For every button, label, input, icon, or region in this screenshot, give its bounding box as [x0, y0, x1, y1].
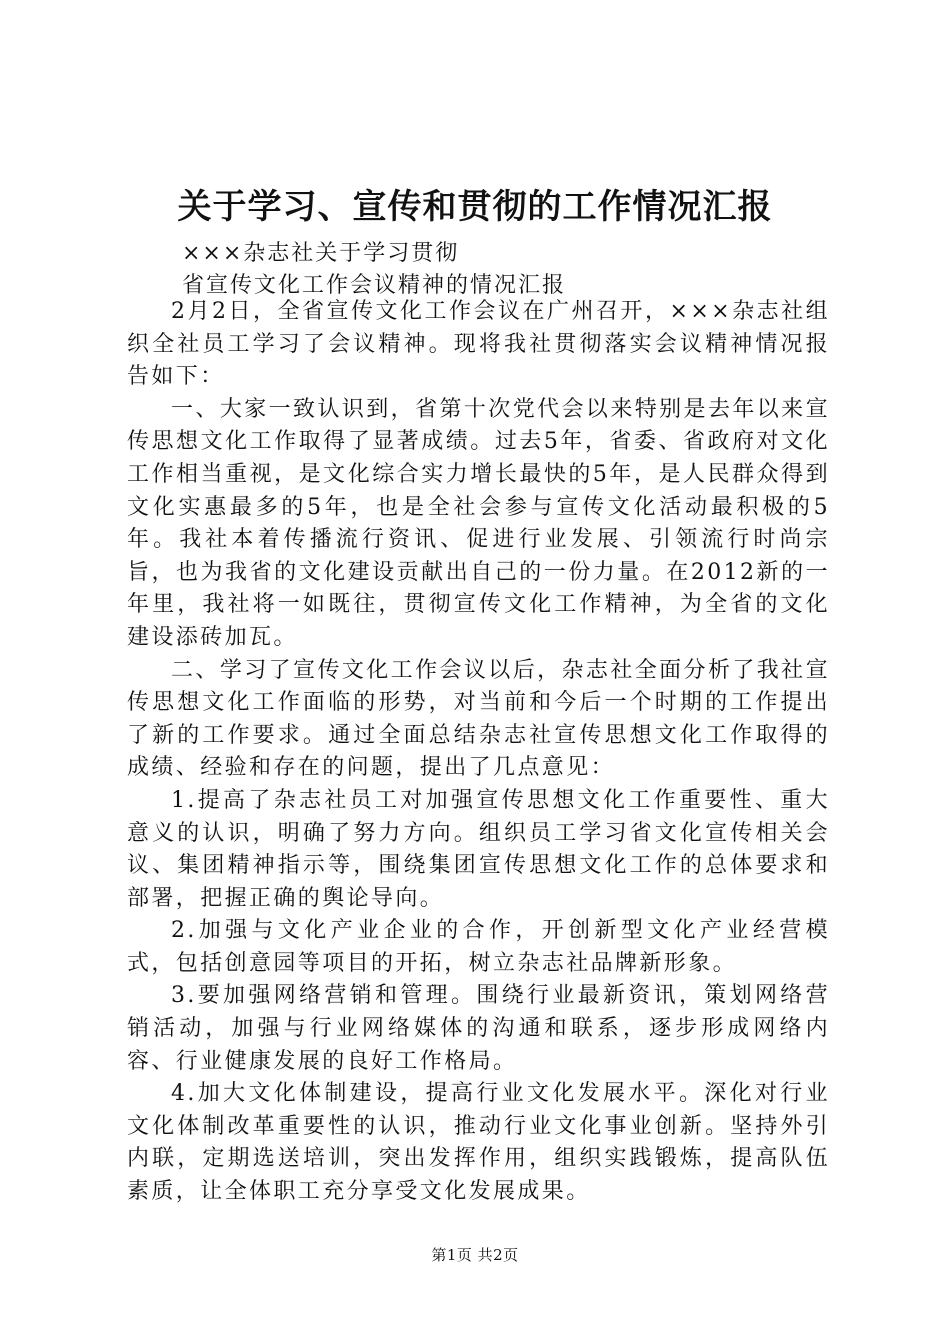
paragraph-section-two: 二、学习了宣传文化工作会议以后，杂志社全面分析了我社宣传思想文化工作面临的形势，对当前和今后一个时期的工作提出了新的工作要求。通过全面总结杂志社宣传思想文化工作取得的成绩、经验和存在的问题，提出了几点意见：: [127, 657, 830, 781]
paragraph-section-one: 一、大家一致认识到，省第十次党代会以来特别是去年以来宣传思想文化工作取得了显著成绩。过去5年，省委、省政府对文化工作相当重视，是文化综合实力增长最快的5年，是人民群众得到文化实惠最多的5年，也是全社会参与宣传文化活动最积极的5年。我社本着传播流行资讯、促进行业发展、引领流行时尚宗旨，也为我省的文化建设贡献出自己的一份力量。在2012新的一年里，我社将一如既往，贯彻宣传文化工作精神，为全省的文化建设添砖加瓦。: [127, 396, 830, 650]
paragraph-point-2: 2.加强与文化产业企业的合作，开创新型文化产业经营模式，包括创意园等项目的开拓，树立杂志社品牌新形象。: [127, 918, 830, 976]
document-title: 关于学习、宣传和贯彻的工作情况汇报: [177, 187, 773, 227]
paragraph-point-4: 4.加大文化体制建设，提高行业文化发展水平。深化对行业文化体制改革重要性的认识，推动行业文化事业创新。坚持外引内联，定期选送培训，突出发挥作用，组织实践锻炼，提高队伍素质，让全体职工充分享受文化发展成果。: [127, 1081, 830, 1205]
subtitle-line-1: ×××杂志社关于学习贯彻: [182, 241, 460, 266]
paragraph-point-3: 3.要加强网络营销和管理。围绕行业最新资讯，策划网络营销活动，加强与行业网络媒体的沟通和联系，逐步形成网络内容、行业健康发展的良好工作格局。: [127, 983, 830, 1074]
paragraph-intro: 2月2日，全省宣传文化工作会议在广州召开，×××杂志社组织全社员工学习了会议精神。现将我社贯彻落实会议精神情况报告如下：: [127, 299, 830, 390]
page-footer: 第1页 共2页: [431, 1246, 519, 1264]
document-body: [127, 296, 830, 1209]
paragraph-point-1: 1.提高了杂志社员工对加强宣传思想文化工作重要性、重大意义的认识，明确了努力方向。组织员工学习省文化宣传相关会议、集团精神指示等，围绕集团宣传思想文化工作的总体要求和部署，把握正确的舆论导向。: [127, 787, 830, 911]
subtitle-line-2: 省宣传文化工作会议精神的情况汇报: [182, 273, 567, 298]
